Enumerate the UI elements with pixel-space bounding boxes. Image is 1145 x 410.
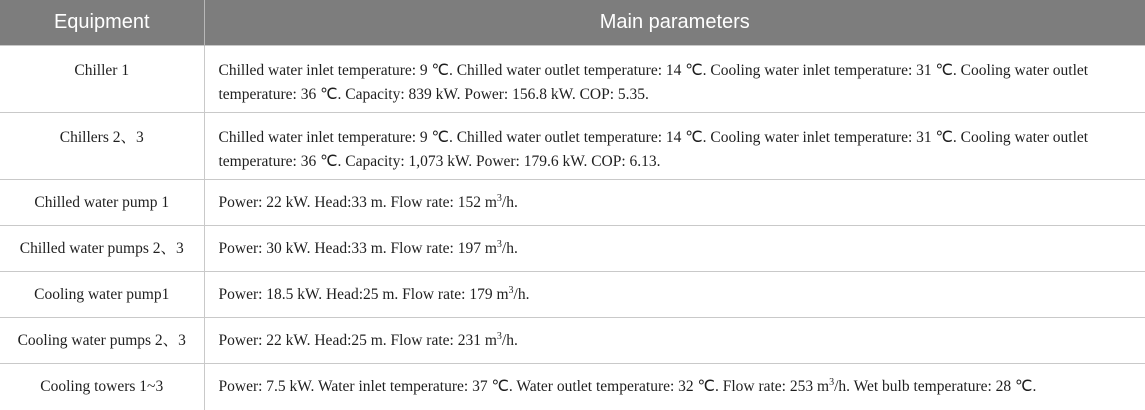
equipment-cell: Cooling water pump1: [0, 272, 204, 318]
parameters-cell: [204, 180, 1145, 226]
table-row: [0, 113, 1145, 180]
header-row: [0, 0, 1145, 46]
parameters-cell: Chilled water inlet temperature: 9 ℃. Chilled water outlet temperature: 14 ℃. Cooling water inlet temperature: 31 ℃. Cooling water outlet temperature: 36 ℃. Capacity: 1,073 kW. Power: 179.6 kW. COP: 6.13.: [204, 113, 1145, 180]
table-row: [0, 226, 1145, 272]
parameters-text: Power: 18.5 kW. Head:25 m. Flow rate: 179 m: [219, 286, 509, 303]
parameters-cell: [204, 318, 1145, 364]
column-header-main-parameters: Main parameters: [204, 0, 1145, 46]
table-row: [0, 272, 1145, 318]
equipment-cell: Chillers 2、3: [0, 113, 204, 180]
parameters-text: Power: 22 kW. Head:33 m. Flow rate: 152 m: [219, 194, 497, 211]
table-header: [0, 0, 1145, 46]
unit-superscript: 3: [829, 377, 834, 388]
equipment-cell: Cooling water pumps 2、3: [0, 318, 204, 364]
parameters-cell: [204, 364, 1145, 410]
parameters-cell: [204, 272, 1145, 318]
table-row: [0, 318, 1145, 364]
table-row: [0, 46, 1145, 113]
unit-superscript: 3: [497, 239, 502, 250]
parameters-text: Power: 30 kW. Head:33 m. Flow rate: 197 m: [219, 240, 497, 257]
parameters-text: Power: 22 kW. Head:25 m. Flow rate: 231 m: [219, 332, 497, 349]
parameters-text-end: /h. Wet bulb temperature: 28 ℃.: [834, 378, 1036, 395]
parameters-text-end: /h.: [502, 240, 518, 257]
table-body: [0, 46, 1145, 410]
table-row: [0, 364, 1145, 410]
parameters-text-end: /h.: [502, 194, 518, 211]
equipment-cell: Chiller 1: [0, 46, 204, 113]
equipment-cell: Cooling towers 1~3: [0, 364, 204, 410]
table-row: [0, 180, 1145, 226]
equipment-cell: Chilled water pump 1: [0, 180, 204, 226]
unit-superscript: 3: [509, 285, 514, 296]
parameters-text-end: /h.: [502, 332, 518, 349]
unit-superscript: 3: [497, 193, 502, 204]
parameters-text: Power: 7.5 kW. Water inlet temperature: 37 ℃. Water outlet temperature: 32 ℃. Flow rate: 253 m: [219, 378, 830, 395]
parameters-text-end: /h.: [514, 286, 530, 303]
parameters-cell: Chilled water inlet temperature: 9 ℃. Chilled water outlet temperature: 14 ℃. Cooling water inlet temperature: 31 ℃. Cooling water outlet temperature: 36 ℃. Capacity: 839 kW. Power: 156.8 kW. COP: 5.35.: [204, 46, 1145, 113]
column-header-equipment: Equipment: [0, 0, 204, 46]
equipment-cell: Chilled water pumps 2、3: [0, 226, 204, 272]
parameters-cell: [204, 226, 1145, 272]
unit-superscript: 3: [497, 331, 502, 342]
